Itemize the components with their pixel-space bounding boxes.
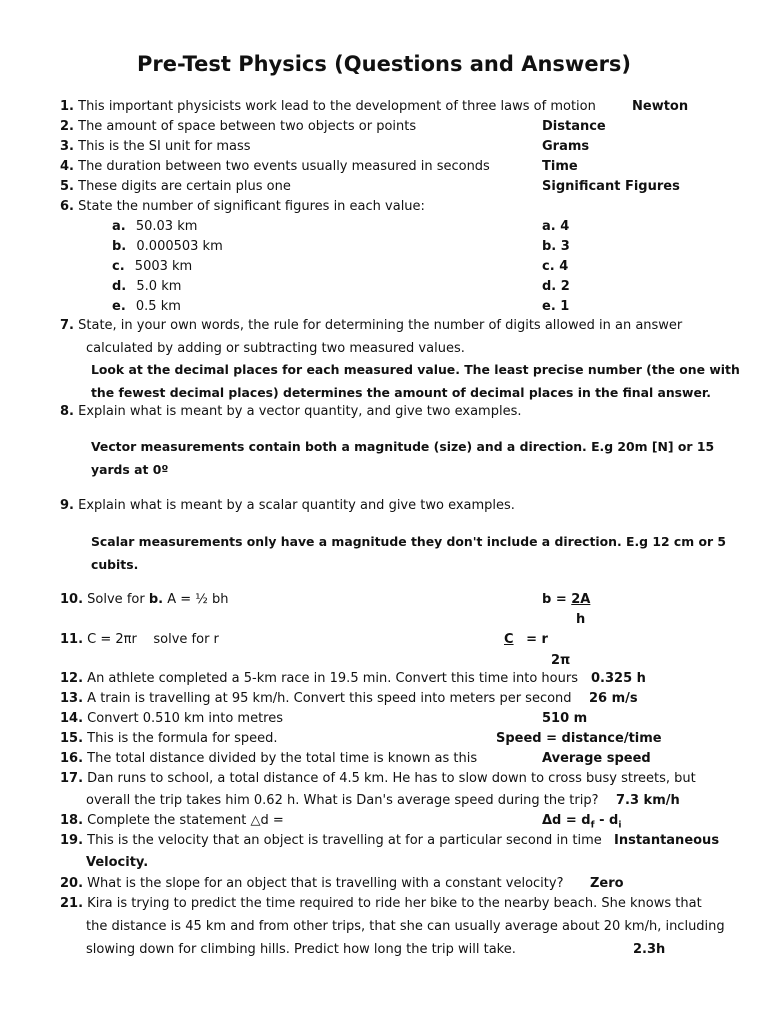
sub-item bbox=[112, 219, 197, 235]
question-number: 6. bbox=[60, 199, 74, 214]
question-text: The duration between two events usually measured in seconds bbox=[78, 159, 490, 174]
question-number: 2. bbox=[60, 119, 74, 134]
question-text: This is the velocity that an object is travelling at for a particular second in time bbox=[87, 833, 602, 848]
question-number: 21. bbox=[60, 896, 84, 911]
sub-answer bbox=[542, 259, 568, 275]
answer-10 bbox=[542, 592, 590, 608]
question-number: 11. bbox=[60, 632, 84, 647]
question-21 bbox=[60, 896, 702, 912]
answer-1: Newton bbox=[632, 99, 689, 114]
question-20 bbox=[60, 876, 563, 892]
question-5 bbox=[60, 179, 291, 195]
question-number: 15. bbox=[60, 731, 84, 746]
sub-answer-value: 1 bbox=[560, 299, 570, 314]
answer-9-line-1: Scalar measurements only have a magnitude they don't include a direction. E.g 12 cm or 5 bbox=[91, 534, 727, 549]
sub-answer-label: d. bbox=[542, 279, 557, 294]
sub-item-label: b. bbox=[112, 239, 127, 254]
question-17-line-2: overall the trip takes him 0.62 h. What is Dan's average speed during the trip? bbox=[86, 793, 599, 808]
question-text: Dan runs to school, a total distance of 4.5 km. He has to slow down to cross busy streets, but bbox=[87, 771, 696, 786]
answer-2: Distance bbox=[542, 119, 606, 134]
question-1 bbox=[60, 99, 596, 115]
answer-15: Speed = distance/time bbox=[496, 731, 662, 746]
answer-13: 26 m/s bbox=[589, 691, 638, 706]
answer-rhs: = r bbox=[521, 632, 548, 647]
question-19 bbox=[60, 833, 602, 849]
question-21-line-2: the distance is 45 km and from other trips, that she can usually average about 20 km/h, including bbox=[86, 919, 725, 934]
question-number: 7. bbox=[60, 318, 74, 333]
question-7-line-2: calculated by adding or subtracting two measured values. bbox=[86, 341, 465, 356]
question-equation: A = ½ bh bbox=[163, 592, 229, 607]
question-variable: b. bbox=[148, 592, 164, 607]
question-number: 10. bbox=[60, 592, 84, 607]
question-18 bbox=[60, 813, 284, 829]
sub-answer-value: 4 bbox=[559, 259, 569, 274]
question-number: 12. bbox=[60, 671, 84, 686]
question-text: The total distance divided by the total time is known as this bbox=[87, 751, 478, 766]
sub-item-value: 0.000503 km bbox=[136, 239, 223, 254]
sub-item-label: d. bbox=[112, 279, 127, 294]
answer-11 bbox=[496, 632, 548, 648]
question-2 bbox=[60, 119, 416, 135]
question-text: An athlete completed a 5-km race in 19.5 min. Convert this time into hours bbox=[87, 671, 578, 686]
sub-item-value: 50.03 km bbox=[135, 219, 198, 234]
question-11 bbox=[60, 632, 219, 648]
sub-answer-label: a. bbox=[542, 219, 556, 234]
question-text: A train is travelling at 95 km/h. Convert this speed into meters per second bbox=[87, 691, 572, 706]
question-text: State, in your own words, the rule for determining the number of digits allowed in an answer bbox=[78, 318, 683, 333]
sub-answer-value: 4 bbox=[560, 219, 570, 234]
question-text: Convert 0.510 km into metres bbox=[87, 711, 284, 726]
answer-5: Significant Figures bbox=[542, 179, 680, 194]
question-16 bbox=[60, 751, 477, 767]
question-7 bbox=[60, 318, 682, 334]
question-17 bbox=[60, 771, 696, 787]
answer-numerator: C bbox=[504, 632, 514, 647]
question-text: Explain what is meant by a scalar quantity and give two examples. bbox=[78, 498, 515, 513]
answer-14: 510 m bbox=[542, 711, 588, 726]
sub-answer-label: c. bbox=[542, 259, 555, 274]
question-text: This important physicists work lead to the development of three laws of motion bbox=[78, 99, 596, 114]
answer-7-line-2: the fewest decimal places) determines the amount of decimal places in the final answer. bbox=[91, 385, 711, 400]
answer-20: Zero bbox=[590, 876, 624, 891]
question-number: 20. bbox=[60, 876, 84, 891]
question-10 bbox=[60, 592, 228, 608]
sub-answer bbox=[542, 239, 570, 255]
question-number: 4. bbox=[60, 159, 74, 174]
sub-item bbox=[112, 259, 192, 275]
answer-17: 7.3 km/h bbox=[616, 793, 680, 808]
question-number: 9. bbox=[60, 498, 74, 513]
question-text: This is the SI unit for mass bbox=[78, 139, 251, 154]
question-15 bbox=[60, 731, 278, 747]
question-text: What is the slope for an object that is travelling with a constant velocity? bbox=[87, 876, 564, 891]
question-8 bbox=[60, 404, 521, 420]
answer-16: Average speed bbox=[542, 751, 651, 766]
question-text: State the number of significant figures in each value: bbox=[78, 199, 425, 214]
answer-12: 0.325 h bbox=[591, 671, 646, 686]
sub-answer bbox=[542, 299, 569, 315]
answer-8-line-1: Vector measurements contain both a magnitude (size) and a direction. E.g 20m [N] or 15 bbox=[91, 439, 715, 454]
page-title: Pre-Test Physics (Questions and Answers) bbox=[136, 52, 632, 76]
sub-item bbox=[112, 299, 181, 315]
question-number: 1. bbox=[60, 99, 74, 114]
question-12 bbox=[60, 671, 578, 687]
question-number: 5. bbox=[60, 179, 74, 194]
sub-answer-label: e. bbox=[542, 299, 556, 314]
answer-11-denominator: 2π bbox=[551, 653, 571, 668]
question-text: This is the formula for speed. bbox=[87, 731, 278, 746]
sub-answer bbox=[542, 219, 569, 235]
sub-answer bbox=[542, 279, 570, 295]
question-text-prefix: Solve for bbox=[87, 592, 149, 607]
sub-answer-value: 3 bbox=[560, 239, 570, 254]
question-number: 16. bbox=[60, 751, 84, 766]
question-number: 3. bbox=[60, 139, 74, 154]
sub-item-value: 0.5 km bbox=[135, 299, 181, 314]
sub-item-label: a. bbox=[112, 219, 126, 234]
question-number: 17. bbox=[60, 771, 84, 786]
answer-8-line-2: yards at 0º bbox=[91, 462, 169, 477]
sub-answer-value: 2 bbox=[560, 279, 570, 294]
question-21-line-3: slowing down for climbing hills. Predict how long the trip will take. bbox=[86, 942, 516, 957]
answer-10-denominator: h bbox=[576, 612, 586, 627]
sub-item-label: e. bbox=[112, 299, 126, 314]
answer-4: Time bbox=[542, 159, 578, 174]
question-text: C = 2πr solve for r bbox=[87, 632, 219, 647]
question-number: 14. bbox=[60, 711, 84, 726]
sub-item bbox=[112, 239, 223, 255]
answer-subscript: f bbox=[590, 820, 595, 831]
question-text: Explain what is meant by a vector quantity, and give two examples. bbox=[78, 404, 522, 419]
question-text: Complete the statement △d = bbox=[87, 813, 284, 828]
answer-lhs: b = bbox=[542, 592, 572, 607]
sub-answer-label: b. bbox=[542, 239, 557, 254]
answer-19-line-1: Instantaneous bbox=[614, 833, 720, 848]
answer-part: Δd = d bbox=[542, 813, 591, 828]
answer-numerator: 2A bbox=[571, 592, 591, 607]
question-text: Kira is trying to predict the time required to ride her bike to the nearby beach. She knows that bbox=[87, 896, 702, 911]
answer-part: - d bbox=[594, 813, 619, 828]
answer-9-line-2: cubits. bbox=[91, 557, 139, 572]
sub-item-value: 5003 km bbox=[134, 259, 193, 274]
sub-item bbox=[112, 279, 181, 295]
question-number: 8. bbox=[60, 404, 74, 419]
question-6 bbox=[60, 199, 425, 215]
question-number: 18. bbox=[60, 813, 84, 828]
answer-19-line-2: Velocity. bbox=[86, 855, 149, 870]
question-9 bbox=[60, 498, 515, 514]
question-text: The amount of space between two objects or points bbox=[78, 119, 417, 134]
question-number: 19. bbox=[60, 833, 84, 848]
answer-18 bbox=[542, 813, 621, 834]
question-13 bbox=[60, 691, 572, 707]
answer-subscript: i bbox=[618, 820, 622, 831]
question-4 bbox=[60, 159, 490, 175]
sub-item-label: c. bbox=[112, 259, 125, 274]
question-3 bbox=[60, 139, 251, 155]
answer-21: 2.3h bbox=[633, 942, 666, 957]
question-number: 13. bbox=[60, 691, 84, 706]
sub-item-value: 5.0 km bbox=[136, 279, 182, 294]
question-text: These digits are certain plus one bbox=[78, 179, 291, 194]
answer-3: Grams bbox=[542, 139, 590, 154]
answer-7-line-1: Look at the decimal places for each measured value. The least precise number (the one with bbox=[91, 362, 740, 377]
question-14 bbox=[60, 711, 283, 727]
